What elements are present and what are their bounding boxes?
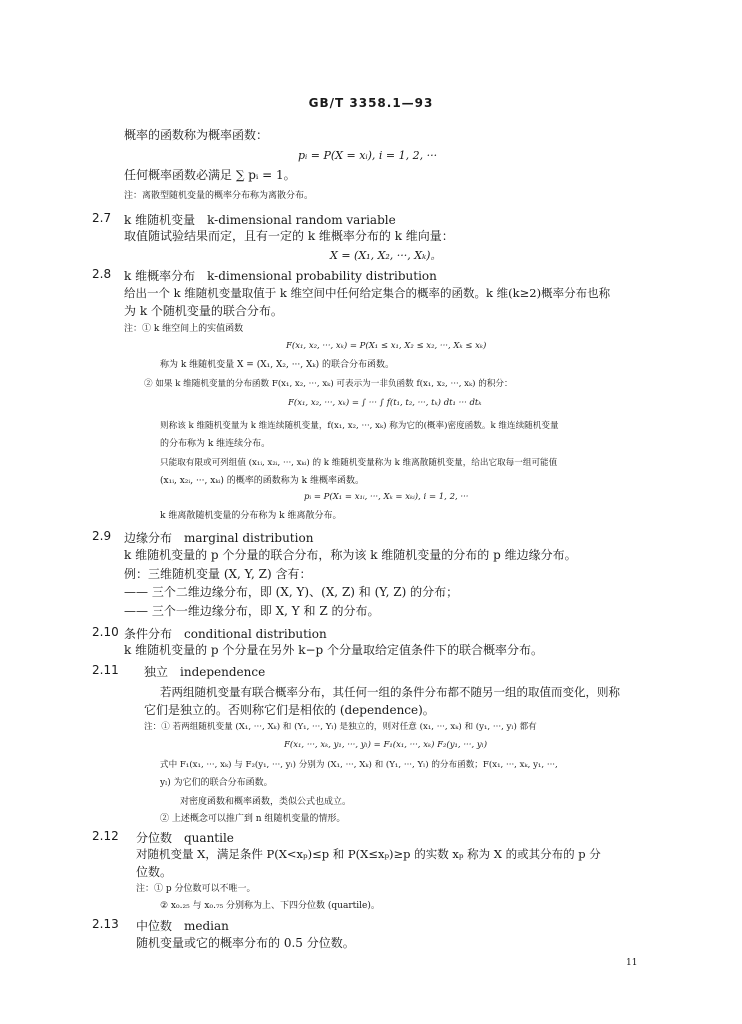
note-line: 称为 k 维随机变量 X = (X₁, X₂, ···, Xₖ) 的联合分布函数。 <box>160 360 395 370</box>
formula: pᵢ = P(X₁ = x₁ᵢ, ···, Xₖ = xₖᵢ), i = 1, 2, ··· <box>304 492 469 502</box>
section-number: 2.9 <box>92 529 112 543</box>
note-line: ② x₀.₂₅ 与 x₀.₇₅ 分别称为上、下四分位数 (quartile)。 <box>160 901 380 911</box>
section-number: 2.11 <box>92 663 119 677</box>
formula: pᵢ = P(X = xᵢ), i = 1, 2, ··· <box>298 149 438 162</box>
note-line: 注：离散型随机变量的概率分布称为离散分布。 <box>124 191 314 201</box>
section-term: 分位数 quantile <box>136 831 234 845</box>
note-line: (x₁ᵢ, x₂ᵢ, ···, xₖᵢ) 的概率的函数称为 k 维概率函数。 <box>160 476 364 486</box>
text-line: k 维随机变量的 p 个分量在另外 k−p 个分量取给定值条件下的联合概率分布。 <box>124 643 544 657</box>
section-number: 2.8 <box>92 267 112 281</box>
note-line: 注：① 若两组随机变量 (X₁, ···, Xₖ) 和 (Y₁, ···, Yₗ) 是独立的，则对任意 (x₁, ···, xₖ) 和 (y₁, ···, yₗ) 都有 <box>144 722 537 732</box>
note-line: 注：① k 维空间上的实值函数 <box>124 324 244 334</box>
text-line: 随机变量或它的概率分布的 0.5 分位数。 <box>136 936 355 950</box>
text-line: 概率的函数称为概率函数： <box>124 128 269 142</box>
text-line: 取值随试验结果而定，且有一定的 k 维概率分布的 k 维向量： <box>124 229 454 243</box>
note-line: 则称该 k 维随机变量为 k 维连续随机变量，f(x₁, x₂, ···, xₖ) 称为它的(概率)密度函数。k 维连续随机变量 <box>160 421 559 431</box>
section-term: k 维随机变量 k-dimensional random variable <box>124 213 396 227</box>
text-line: 例：三维随机变量 (X, Y, Z) 含有： <box>124 567 312 581</box>
note-line: 只能取有限或可列组值 (x₁ᵢ, x₂ᵢ, ···, xₖᵢ) 的 k 维随机变量称为 k 维离散随机变量，给出它取每一组可能值 <box>160 458 558 468</box>
note-line: k 维离散随机变量的分布称为 k 维离散分布。 <box>160 511 342 521</box>
text-line: 它们是独立的。否则称它们是相依的 (dependence)。 <box>144 703 435 717</box>
page-number: 11 <box>626 958 638 968</box>
text-line: —— 三个一维边缘分布，即 X, Y 和 Z 的分布。 <box>124 604 380 618</box>
formula: F(x₁, x₂, ···, xₖ) = ∫ ··· ∫ f(t₁, t₂, ···, tₖ) dt₁ ··· dtₖ <box>288 398 482 408</box>
page-header: GB/T 3358.1—93 <box>308 96 434 110</box>
text-line: 为 k 个随机变量的联合分布。 <box>124 304 283 318</box>
note-line: ② 如果 k 维随机变量的分布函数 F(x₁, x₂, ···, xₖ) 可表示为一非负函数 f(x₁, x₂, ···, xₖ) 的积分： <box>144 379 513 389</box>
formula: F(x₁, x₂, ···, xₖ) = P(X₁ ≤ x₁, X₂ ≤ x₂, ···, Xₖ ≤ xₖ) <box>286 341 487 351</box>
text-line: 给出一个 k 维随机变量取值于 k 维空间中任何给定集合的概率的函数。k 维(k≥2)概率分布也称 <box>124 286 611 300</box>
note-line: 对密度函数和概率函数，类似公式也成立。 <box>180 797 352 807</box>
section-term: 边缘分布 marginal distribution <box>124 531 314 545</box>
section-term: k 维概率分布 k-dimensional probability distribution <box>124 269 437 283</box>
text-line: 若两组随机变量有联合概率分布，其任何一组的条件分布都不随另一组的取值而变化，则称 <box>160 685 620 699</box>
note-line: 式中 F₁(x₁, ···, xₖ) 与 F₂(y₁, ···, yₗ) 分别为 (X₁, ···, Xₖ) 和 (Y₁, ···, Yₗ) 的分布函数；F(x₁, ···, xₖ, y₁, ···, <box>160 760 558 770</box>
section-term: 条件分布 conditional distribution <box>124 627 327 641</box>
section-term: 中位数 median <box>136 919 229 933</box>
note-line: 的分布称为 k 维连续分布。 <box>160 439 271 449</box>
text-line: 任何概率函数必满足 ∑ pᵢ = 1。 <box>124 168 296 182</box>
formula: X = (X₁, X₂, ···, Xₖ)。 <box>330 249 442 262</box>
note-line: ② 上述概念可以推广到 n 组随机变量的情形。 <box>160 814 346 824</box>
section-number: 2.7 <box>92 211 112 225</box>
text-line: 对随机变量 X，满足条件 P(X<xₚ)≤p 和 P(X≤xₚ)≥p 的实数 xₚ 称为 X 的或其分布的 p 分 <box>136 847 601 861</box>
formula: F(x₁, ···, xₖ, y₁, ···, yₗ) = F₁(x₁, ···, xₖ) F₂(y₁, ···, yₗ) <box>284 740 488 750</box>
text-line: 位数。 <box>136 865 173 879</box>
text-line: k 维随机变量的 p 个分量的联合分布，称为该 k 维随机变量的分布的 p 维边缘分布。 <box>124 548 577 562</box>
section-number: 2.10 <box>92 625 119 639</box>
text-line: —— 三个二维边缘分布，即 (X, Y)、(X, Z) 和 (Y, Z) 的分布； <box>124 585 459 599</box>
section-number: 2.12 <box>92 829 119 843</box>
section-term: 独立 independence <box>144 665 266 679</box>
section-number: 2.13 <box>92 917 119 931</box>
note-line: yₗ) 为它们的联合分布函数。 <box>160 778 273 788</box>
note-line: 注：① p 分位数可以不唯一。 <box>136 884 256 894</box>
